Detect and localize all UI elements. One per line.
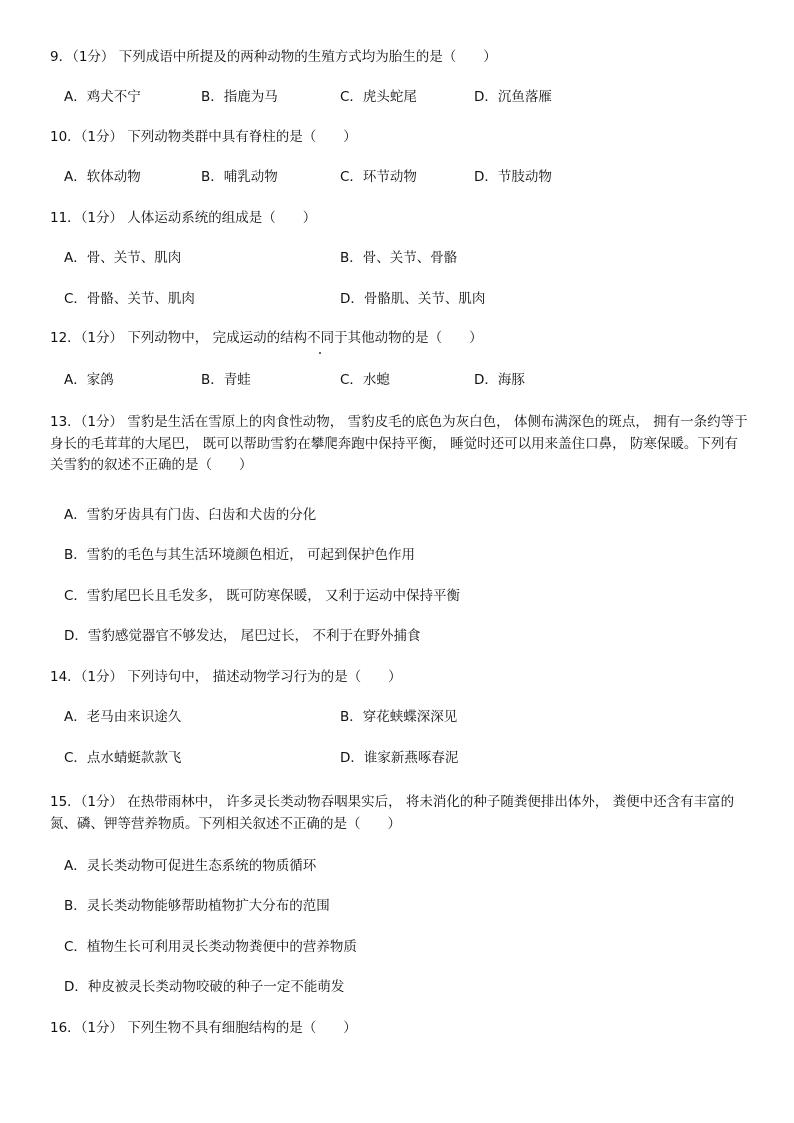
q14-option-d: D．谁家新燕啄春泥 [340, 750, 459, 766]
q10-option-b: B．哺乳动物 [201, 169, 278, 185]
question-16-stem: 16．（1分） 下列生物不具有细胞结构的是（ ） [50, 1020, 357, 1036]
question-15-stem: 15．（1分） 在热带雨林中， 许多灵长类动物吞咽果实后， 将未消化的种子随粪便排出体外， 粪便中还含有丰富的氮、磷、钾等营养物质。下列相关叙述不正确的是（ ） [50, 794, 735, 832]
q15-option-c: C．植物生长可利用灵长类动物粪便中的营养物质 [64, 939, 357, 955]
question-9-stem: 9．（1分） 下列成语中所提及的两种动物的生殖方式均为胎生的是（ ） [50, 49, 497, 65]
q11-option-a: A．骨、关节、肌肉 [64, 250, 182, 266]
q13-option-a: A．雪豹牙齿具有门齿、臼齿和犬齿的分化 [64, 507, 317, 523]
q14-option-b: B．穿花蛱蝶深深见 [340, 709, 458, 725]
q13-option-b: B．雪豹的毛色与其生活环境颜色相近， 可起到保护色作用 [64, 547, 416, 563]
q12-option-b: B．青蛙 [201, 372, 251, 388]
q14-option-c: C．点水蜻蜓款款飞 [64, 750, 182, 766]
q10-option-c: C．环节动物 [340, 169, 417, 185]
q10-option-a: A．软体动物 [64, 169, 141, 185]
q13-option-c: C．雪豹尾巴长且毛发多， 既可防寒保暖， 又利于运动中保持平衡 [64, 588, 461, 604]
q9-option-d: D．沉鱼落雁 [474, 89, 552, 105]
q12-option-d: D．海豚 [474, 372, 525, 388]
question-10-stem: 10．（1分） 下列动物类群中具有脊柱的是（ ） [50, 129, 357, 145]
q14-option-a: A．老马由来识途久 [64, 709, 182, 725]
q15-option-d: D．种皮被灵长类动物咬破的种子一定不能萌发 [64, 979, 345, 995]
question-11-stem: 11．（1分） 人体运动系统的组成是（ ） [50, 210, 317, 226]
q11-option-b: B．骨、关节、骨骼 [340, 250, 458, 266]
question-12-stem: 12．（1分） 下列动物中， 完成运动的结构不同于其他动物的是（ ） [50, 330, 483, 346]
q12-option-c: C．水螅 [340, 372, 390, 388]
q15-option-a: A．灵长类动物可促进生态系统的物质循环 [64, 858, 317, 874]
q15-option-b: B．灵长类动物能够帮助植物扩大分布的范围 [64, 898, 330, 914]
question-14-stem: 14．（1分） 下列诗句中， 描述动物学习行为的是（ ） [50, 669, 402, 685]
q9-option-c: C．虎头蛇尾 [340, 89, 417, 105]
q9-option-a: A．鸡犬不宁 [64, 89, 141, 105]
q9-option-b: B．指鹿为马 [201, 89, 278, 105]
q11-option-d: D．骨骼肌、关节、肌肉 [340, 291, 486, 307]
q12-option-a: A．家鸽 [64, 372, 114, 388]
q11-option-c: C．骨骼、关节、肌肉 [64, 291, 195, 307]
stray-dot-mark [319, 352, 321, 354]
q10-option-d: D．节肢动物 [474, 169, 552, 185]
question-13-stem: 13．（1分） 雪豹是生活在雪原上的肉食性动物， 雪豹皮毛的底色为灰白色， 体侧布满深色的斑点， 拥有一条约等于身长的毛茸茸的大尾巴， 既可以帮助雪豹在攀爬奔跑中保持平衡， 睡觉时还可以用来盖住口鼻， 防寒保暖。下列有关雪豹的叙述不正确的是（ ） [50, 414, 748, 473]
q13-option-d: D．雪豹感觉器官不够发达， 尾巴过长， 不利于在野外捕食 [64, 628, 421, 644]
